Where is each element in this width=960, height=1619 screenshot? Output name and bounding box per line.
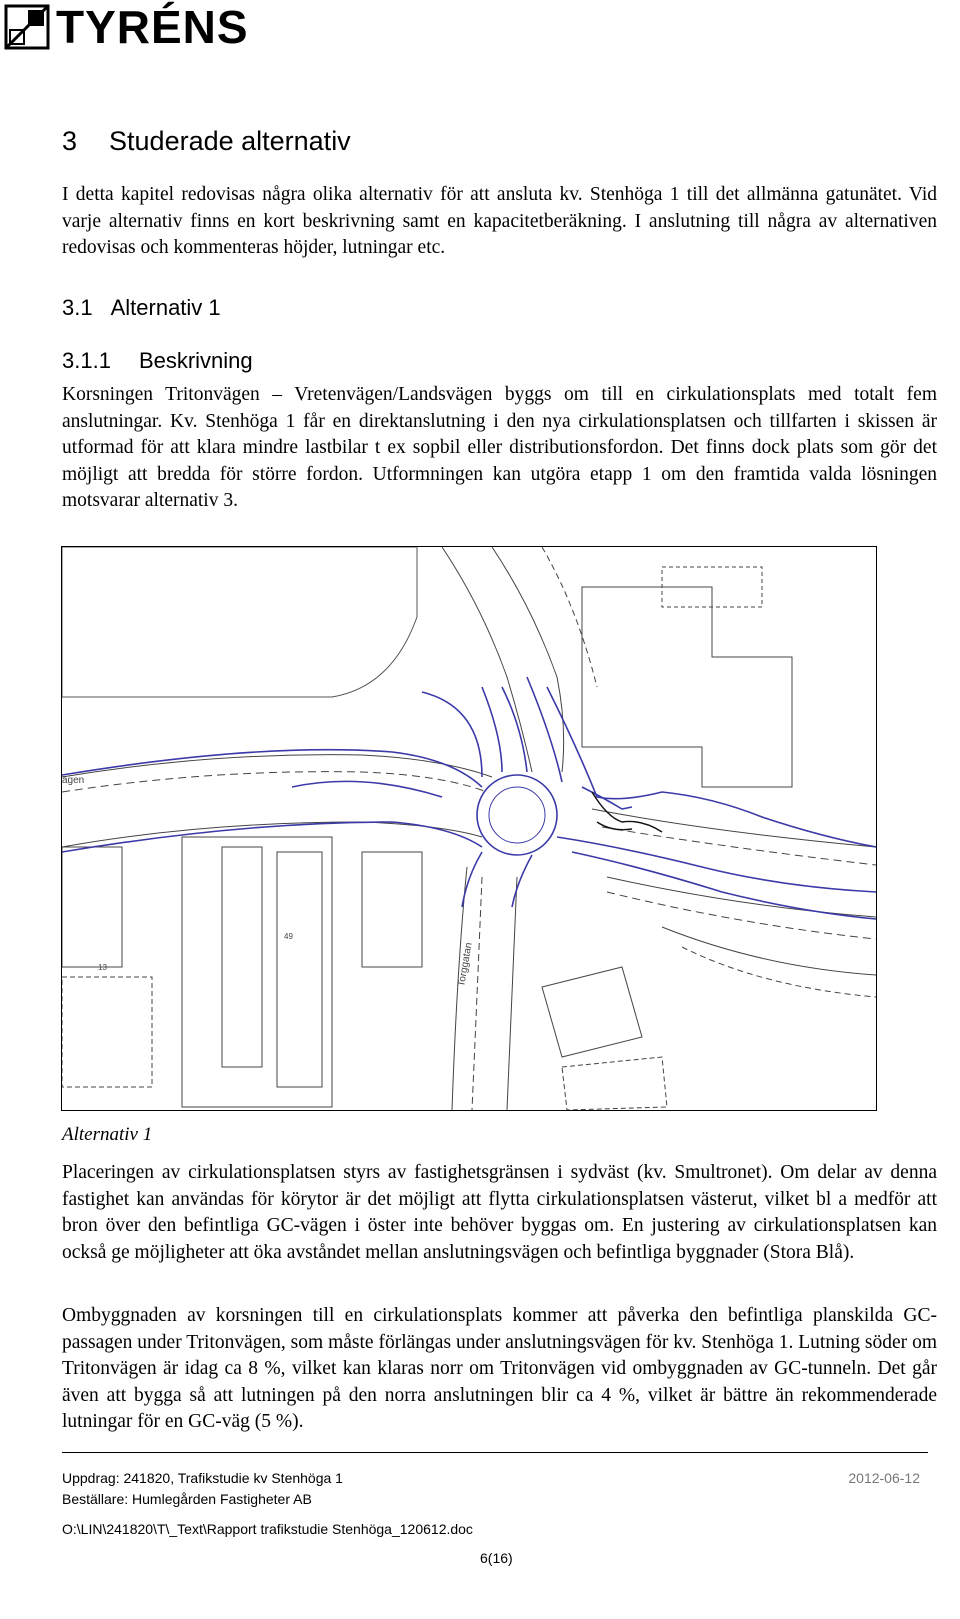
- section-title: Studerade alternativ: [109, 126, 351, 156]
- logo-text: TYRÉNS: [56, 1, 249, 53]
- map-label-plot-49: 49: [284, 932, 293, 941]
- footer-divider: [62, 1452, 928, 1453]
- subsubsection-heading: [62, 348, 253, 374]
- roundabout-plan-figure: [61, 546, 877, 1111]
- footer-file-path: O:\LIN\241820\T\_Text\Rapport trafikstudie Stenhöga_120612.doc: [62, 1521, 473, 1537]
- tyrens-logo-icon: [4, 4, 50, 50]
- paragraph-reconstruction: Ombyggnaden av korsningen till en cirkulationsplats kommer att påverka den befintliga planskilda GC-passagen under Tritonvägen, som måste förlängas under anslutningsvägen för kv. Stenhöga 1. Lutning söder om Tritonvägen är idag ca 8 %, vilket kan klaras norr om Tritonvägen vid ombyggnaden av GC-tunneln. Det går även att bygga så att lutningen på den norra anslutningen blir ca 4 %, vilket är bättre än rekommenderade lutningar för en GC-väg (5 %).: [62, 1305, 937, 1432]
- footer-client: Beställare: Humlegården Fastigheter AB: [62, 1491, 312, 1507]
- page-number: 6(16): [480, 1550, 513, 1566]
- subsection-heading: [62, 295, 221, 321]
- subsubsection-title: Beskrivning: [138, 348, 253, 373]
- description-text: Korsningen Tritonvägen – Vretenvägen/Landsvägen byggs om till en cirkulationsplats med totalt fem anslutningar. Kv. Stenhöga 1 får en direktanslutning i den nya cirkulationsplatsen och tillfarten i skissen är utformad för att klara mindre lastbilar t ex sopbil eller distributionsfordon. Det finns dock plats som gör det möjligt att bredda för större fordon. Utformningen kan utgöra etapp 1 om den framtida valda lösningen motsvarar alternativ 3.: [62, 384, 937, 511]
- roundabout-plan-drawing: [62, 547, 876, 1110]
- footer-assignment: Uppdrag: 241820, Trafikstudie kv Stenhöga 1: [62, 1470, 343, 1486]
- map-label-plot-13: 13: [98, 963, 107, 972]
- subsubsection-number: 3.1.1: [62, 348, 111, 373]
- section-heading: [62, 126, 351, 157]
- company-logo: [0, 0, 249, 54]
- subsection-title: Alternativ 1: [110, 295, 221, 320]
- section-intro: I detta kapitel redovisas några olika alternativ för att ansluta kv. Stenhöga 1 till det allmänna gatunätet. Vid varje alternativ finns en kort beskrivning samt en kapacitetberäkning. I anslutning till några av alternativen redovisas och kommenteras höjder, lutningar etc.: [62, 184, 937, 258]
- subsection-number: 3.1: [62, 295, 93, 320]
- map-label-street: Torggatan: [456, 941, 475, 988]
- map-label-road-west: ägen: [62, 775, 85, 786]
- figure-caption: Alternativ 1: [62, 1124, 153, 1145]
- paragraph-placement: Placeringen av cirkulationsplatsen styrs av fastighetsgränsen i sydväst (kv. Smultronet). Om delar av denna fastighet kan användas för körytor är det möjligt att flytta cirkulationsplatsen västerut, vilket bl a medför att bron över den befintliga GC-vägen i öster inte behöver byggas om. En justering av cirkulationsplatsen kan också ge möjligheter att öka avståndet mellan anslutningsvägen och befintliga byggnader (Stora Blå).: [62, 1162, 937, 1263]
- footer-date: 2012-06-12: [848, 1470, 920, 1486]
- section-number: 3: [62, 126, 78, 156]
